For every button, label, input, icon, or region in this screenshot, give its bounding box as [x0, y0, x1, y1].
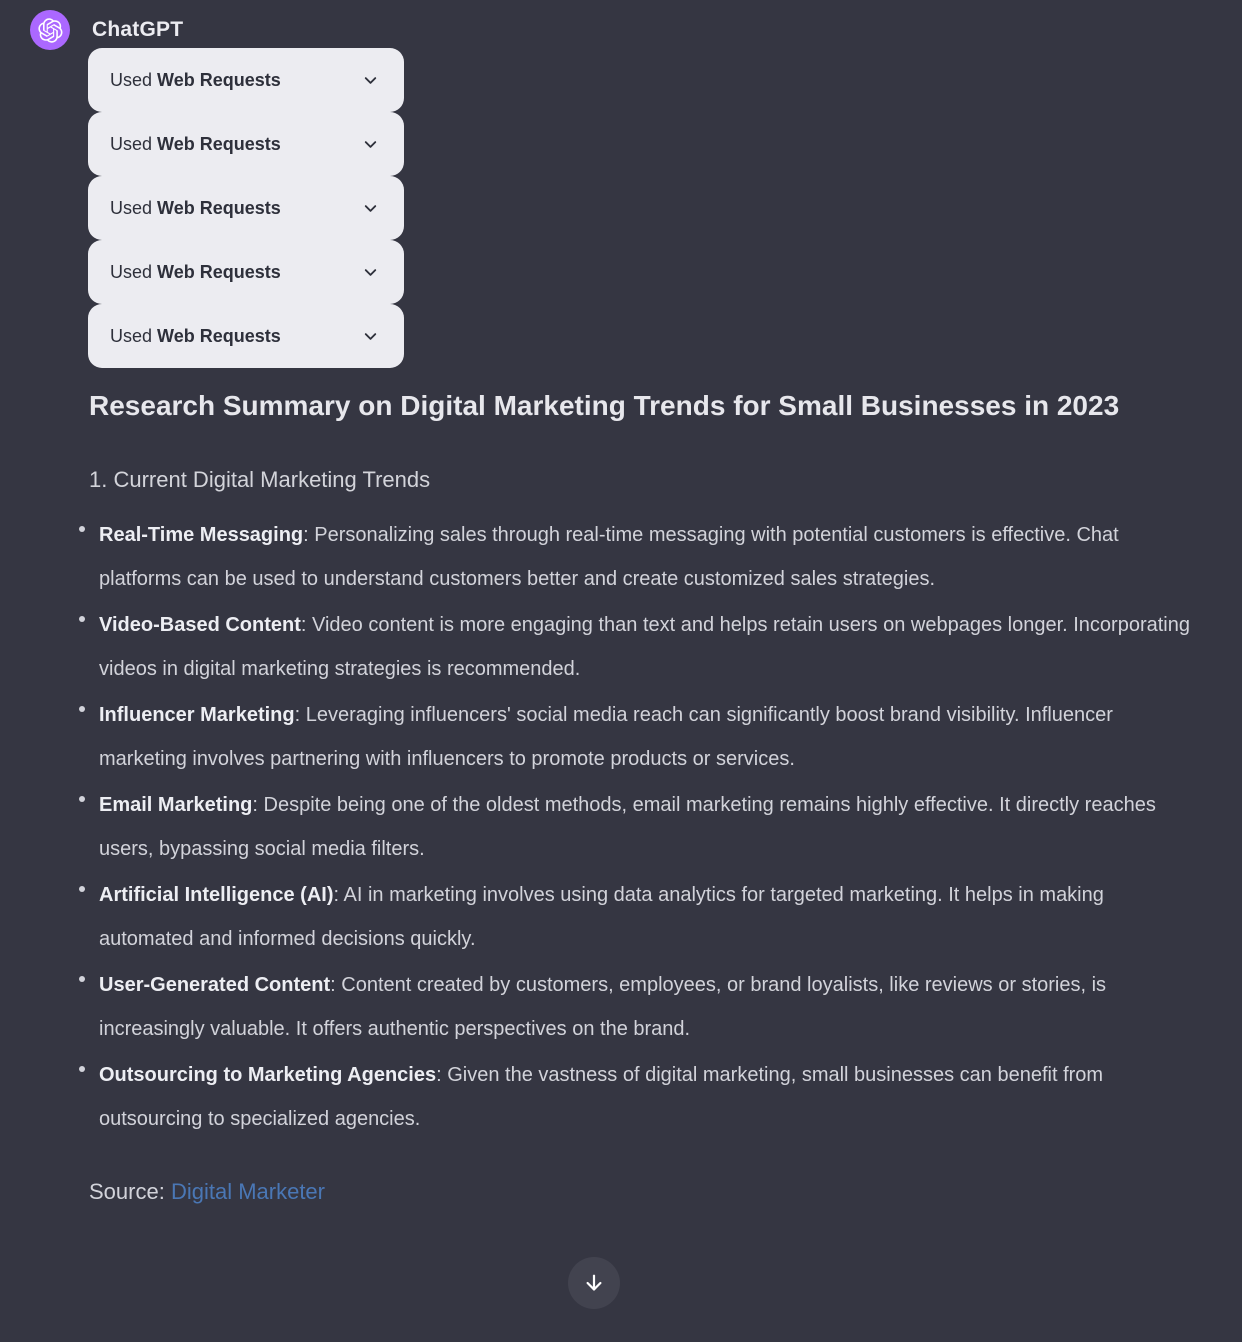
web-requests-prefix: Used — [110, 133, 153, 154]
list-item — [89, 693, 1199, 781]
web-requests-prefix: Used — [110, 69, 153, 90]
web-requests-label — [110, 134, 281, 155]
trends-list — [89, 513, 1199, 1141]
message-title: Research Summary on Digital Marketing Trends for Small Businesses in 2023 — [89, 390, 1120, 421]
trend-text: : AI in marketing involves using data analytics for targeted marketing. It helps in making automated and informed decisions quickly. — [99, 884, 1104, 950]
scroll-down-button[interactable] — [568, 1257, 620, 1309]
web-requests-toggle[interactable] — [88, 176, 404, 240]
chevron-down-icon — [361, 135, 380, 154]
trend-label: User-Generated Content — [99, 974, 331, 996]
web-requests-label — [110, 198, 281, 219]
web-requests-label — [110, 326, 281, 347]
list-item — [89, 513, 1199, 601]
web-requests-label — [110, 262, 281, 283]
chevron-down-icon — [361, 263, 380, 282]
web-requests-bold: Web Requests — [157, 133, 281, 154]
list-item — [89, 963, 1199, 1051]
web-requests-bold: Web Requests — [157, 261, 281, 282]
trend-text: : Content created by customers, employees, or brand loyalists, like reviews or stories, is increasingly valuable. It offers authentic perspectives on the brand. — [99, 974, 1107, 1040]
web-requests-bold: Web Requests — [157, 69, 281, 90]
trend-text: : Personalizing sales through real-time messaging with potential customers is effective. Chat platforms can be used to understand customers better and create customized sales strategies. — [99, 524, 1119, 590]
arrow-down-icon — [583, 1272, 605, 1294]
chevron-down-icon — [361, 327, 380, 346]
trend-label: Email Marketing — [99, 794, 253, 816]
trend-label: Artificial Intelligence (AI) — [99, 884, 334, 906]
trend-text: : Video content is more engaging than text and helps retain users on webpages longer. Incorporating videos in digital marketing strategies is recommended. — [99, 614, 1190, 680]
trend-label: Real-Time Messaging — [99, 524, 304, 546]
web-requests-bold: Web Requests — [157, 197, 281, 218]
list-item — [89, 603, 1199, 691]
web-requests-toggle[interactable] — [88, 48, 404, 112]
trend-label: Influencer Marketing — [99, 704, 295, 726]
trend-label: Video-Based Content — [99, 614, 301, 636]
section-heading: 1. Current Digital Marketing Trends — [89, 467, 431, 492]
web-requests-label — [110, 70, 281, 91]
chevron-down-icon — [361, 199, 380, 218]
web-requests-toggle[interactable] — [88, 304, 404, 368]
source-label: Source: — [89, 1179, 165, 1204]
list-item — [89, 1053, 1199, 1141]
openai-logo-icon — [38, 18, 63, 43]
web-requests-toggle[interactable] — [88, 240, 404, 304]
web-requests-prefix: Used — [110, 197, 153, 218]
trend-text: : Leveraging influencers' social media reach can significantly boost brand visibility. Influencer marketing involves partnering with influencers to promote products or services. — [99, 704, 1113, 770]
app-name: ChatGPT — [92, 18, 184, 41]
chevron-down-icon — [361, 71, 380, 90]
trend-label: Outsourcing to Marketing Agencies — [99, 1064, 437, 1086]
web-requests-prefix: Used — [110, 325, 153, 346]
web-requests-prefix: Used — [110, 261, 153, 282]
list-item — [89, 783, 1199, 871]
web-requests-bold: Web Requests — [157, 325, 281, 346]
web-requests-stack — [88, 48, 404, 368]
trend-text: : Given the vastness of digital marketing, small businesses can benefit from outsourcing to specialized agencies. — [99, 1064, 1104, 1130]
message-content — [89, 380, 1199, 1205]
message-header — [30, 10, 183, 50]
chatgpt-avatar — [30, 10, 70, 50]
web-requests-toggle[interactable] — [88, 112, 404, 176]
trend-text: : Despite being one of the oldest methods, email marketing remains highly effective. It directly reaches users, bypassing social media filters. — [99, 794, 1156, 860]
source-link[interactable]: Digital Marketer — [170, 1179, 325, 1204]
source-row — [89, 1179, 1199, 1205]
list-item — [89, 873, 1199, 961]
